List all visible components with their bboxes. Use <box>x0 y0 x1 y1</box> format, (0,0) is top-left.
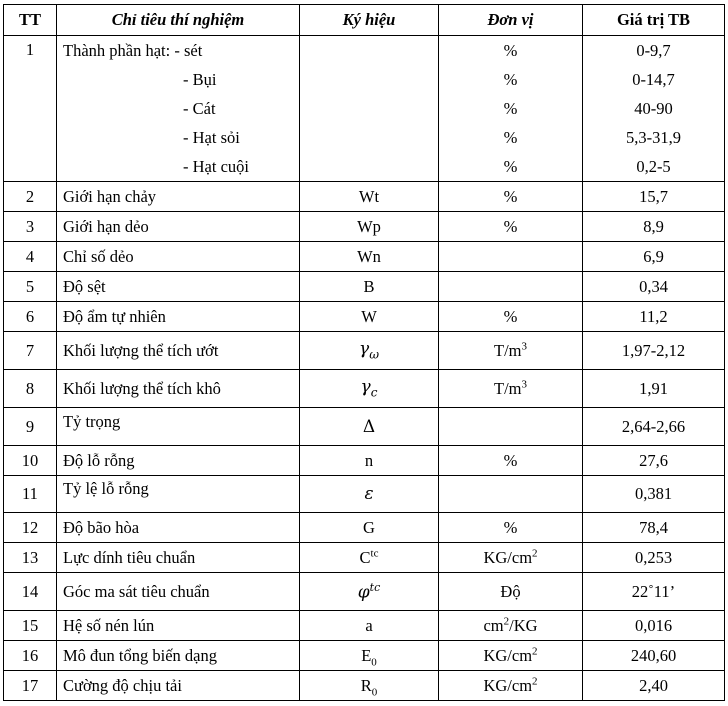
unit-superscript: 3 <box>521 378 527 390</box>
value-cell: 2,40 <box>583 671 725 701</box>
symbol-cell: Wt <box>300 182 439 212</box>
unit-superscript: 2 <box>503 615 510 627</box>
indicator-name: Chỉ số dẻo <box>57 242 300 272</box>
table-row <box>4 272 725 302</box>
symbol-superscript: tc <box>370 547 379 559</box>
value-cell: 1,97-2,12 <box>583 332 725 370</box>
indicator-cell <box>57 36 300 182</box>
unit-main: KG/cm <box>483 645 533 665</box>
table-row <box>4 36 725 182</box>
symbol-cell <box>300 36 439 182</box>
unit-cell <box>439 242 583 272</box>
symbol-main: R <box>360 675 372 695</box>
gamma-symbol: γ <box>360 377 371 398</box>
symbol-cell: Wp <box>300 212 439 242</box>
indicator-name: Độ bão hòa <box>57 513 300 543</box>
average-value: 40-90 <box>634 99 673 118</box>
value-cell: 240,60 <box>583 641 725 671</box>
table-row <box>4 671 725 701</box>
value-cell: 78,4 <box>583 513 725 543</box>
row-number: 1 <box>4 36 57 182</box>
indicator-name: Mô đun tổng biến dạng <box>57 641 300 671</box>
value-cell: 1,91 <box>583 370 725 408</box>
unit-value: % <box>503 41 518 60</box>
delta-symbol: Δ <box>362 416 376 437</box>
symbol-cell <box>300 641 439 671</box>
indicator-name: Lực dính tiêu chuẩn <box>57 543 300 573</box>
table-row <box>4 332 725 370</box>
value-cell: 0,381 <box>583 476 725 513</box>
epsilon-symbol: ε <box>364 484 374 504</box>
row-number: 14 <box>4 573 57 611</box>
row-number: 8 <box>4 370 57 408</box>
symbol-subscript: 0 <box>371 685 378 698</box>
indicator-name: Tỷ trọng <box>57 408 300 446</box>
table-row <box>4 242 725 272</box>
unit-tail: /KG <box>509 615 538 635</box>
unit-cell <box>439 543 583 573</box>
unit-main: KG/cm <box>483 675 533 695</box>
symbol-cell: a <box>300 611 439 641</box>
row-number: 17 <box>4 671 57 701</box>
symbol-cell: G <box>300 513 439 543</box>
header-tt: TT <box>4 5 57 36</box>
indicator-name: Độ lỗ rỗng <box>57 446 300 476</box>
symbol-subscript: c <box>370 385 378 400</box>
average-value: 0-14,7 <box>632 70 675 89</box>
indicator-name: - Hạt cuội <box>183 157 249 176</box>
indicator-name: - Hạt sỏi <box>183 128 240 147</box>
symbol-cell <box>300 573 439 611</box>
symbol-cell: n <box>300 446 439 476</box>
indicator-name: Góc ma sát tiêu chuẩn <box>57 573 300 611</box>
symbol-cell <box>300 476 439 513</box>
indicator-name: Giới hạn chảy <box>57 182 300 212</box>
row-number: 16 <box>4 641 57 671</box>
row-number: 15 <box>4 611 57 641</box>
row-number: 9 <box>4 408 57 446</box>
table-row <box>4 573 725 611</box>
row-number: 12 <box>4 513 57 543</box>
value-cell <box>583 36 725 182</box>
average-value: 0,2-5 <box>636 157 671 176</box>
table-row <box>4 408 725 446</box>
table-row <box>4 302 725 332</box>
row-number: 4 <box>4 242 57 272</box>
header-unit: Đơn vị <box>439 5 583 36</box>
value-cell: 11,2 <box>583 302 725 332</box>
header-symbol: Ký hiệu <box>300 5 439 36</box>
row-number: 11 <box>4 476 57 513</box>
unit-cell <box>439 332 583 370</box>
indicator-name: Khối lượng thể tích ướt <box>57 332 300 370</box>
unit-value: % <box>503 128 518 147</box>
unit-main: T/m <box>494 340 522 360</box>
indicator-name: Tỷ lệ lỗ rỗng <box>57 476 300 513</box>
unit-cell <box>439 641 583 671</box>
symbol-cell <box>300 332 439 370</box>
table-row <box>4 513 725 543</box>
row-number: 13 <box>4 543 57 573</box>
unit-cell <box>439 408 583 446</box>
indicator-name: Độ sệt <box>57 272 300 302</box>
indicator-name: Hệ số nén lún <box>57 611 300 641</box>
symbol-cell: Wn <box>300 242 439 272</box>
unit-cell: % <box>439 212 583 242</box>
value-cell: 0,016 <box>583 611 725 641</box>
unit-superscript: 2 <box>532 675 538 687</box>
table-row <box>4 476 725 513</box>
symbol-cell <box>300 370 439 408</box>
unit-cell <box>439 611 583 641</box>
value-cell: 2,64-2,66 <box>583 408 725 446</box>
value-cell: 0,34 <box>583 272 725 302</box>
table-row <box>4 611 725 641</box>
row-number: 3 <box>4 212 57 242</box>
symbol-cell <box>300 543 439 573</box>
value-cell: 15,7 <box>583 182 725 212</box>
unit-value: % <box>503 70 518 89</box>
symbol-cell <box>300 408 439 446</box>
unit-cell <box>439 370 583 408</box>
symbol-superscript: tc <box>369 580 381 594</box>
soil-properties-table <box>3 4 725 701</box>
value-cell: 0,253 <box>583 543 725 573</box>
symbol-main: C <box>359 547 371 567</box>
symbol-cell <box>300 671 439 701</box>
row-number: 7 <box>4 332 57 370</box>
header-row <box>4 5 725 36</box>
indicator-name: Giới hạn dẻo <box>57 212 300 242</box>
table-row <box>4 182 725 212</box>
unit-value: % <box>503 157 518 176</box>
unit-cell: % <box>439 513 583 543</box>
unit-cell: % <box>439 182 583 212</box>
table-row <box>4 212 725 242</box>
unit-cell <box>439 272 583 302</box>
phi-symbol: φ <box>357 582 370 603</box>
table-row <box>4 641 725 671</box>
value-cell: 27,6 <box>583 446 725 476</box>
value-cell: 22˚11’ <box>583 573 725 611</box>
symbol-subscript: ω <box>369 347 379 362</box>
header-value: Giá trị TB <box>583 5 725 36</box>
row-number: 6 <box>4 302 57 332</box>
indicator-name: Cường độ chịu tải <box>57 671 300 701</box>
table-row <box>4 543 725 573</box>
symbol-subscript: 0 <box>371 655 377 668</box>
symbol-cell: B <box>300 272 439 302</box>
symbol-cell: W <box>300 302 439 332</box>
header-indicator: Chỉ tiêu thí nghiệm <box>57 5 300 36</box>
unit-value: % <box>503 99 518 118</box>
unit-main: cm <box>483 615 504 635</box>
row-number: 10 <box>4 446 57 476</box>
indicator-name: Độ ẩm tự nhiên <box>57 302 300 332</box>
gamma-symbol: γ <box>359 339 370 360</box>
unit-main: T/m <box>494 378 522 398</box>
value-cell: 8,9 <box>583 212 725 242</box>
unit-cell <box>439 476 583 513</box>
average-value: 5,3-31,9 <box>626 128 681 147</box>
value-cell: 6,9 <box>583 242 725 272</box>
average-value: 0-9,7 <box>636 41 671 60</box>
unit-cell: % <box>439 302 583 332</box>
unit-cell: % <box>439 446 583 476</box>
symbol-main: E <box>361 645 372 665</box>
unit-cell <box>439 36 583 182</box>
unit-main: KG/cm <box>483 547 533 567</box>
unit-superscript: 2 <box>532 547 538 559</box>
indicator-name: - Bụi <box>183 70 217 89</box>
row-number: 2 <box>4 182 57 212</box>
indicator-name: - Cát <box>183 99 216 118</box>
unit-cell <box>439 671 583 701</box>
table-row <box>4 370 725 408</box>
indicator-name: Thành phần hạt: - sét <box>63 41 203 60</box>
table-row <box>4 446 725 476</box>
unit-superscript: 2 <box>532 645 538 657</box>
unit-cell: Độ <box>439 573 583 611</box>
unit-superscript: 3 <box>521 340 527 352</box>
row-number: 5 <box>4 272 57 302</box>
indicator-name: Khối lượng thể tích khô <box>57 370 300 408</box>
